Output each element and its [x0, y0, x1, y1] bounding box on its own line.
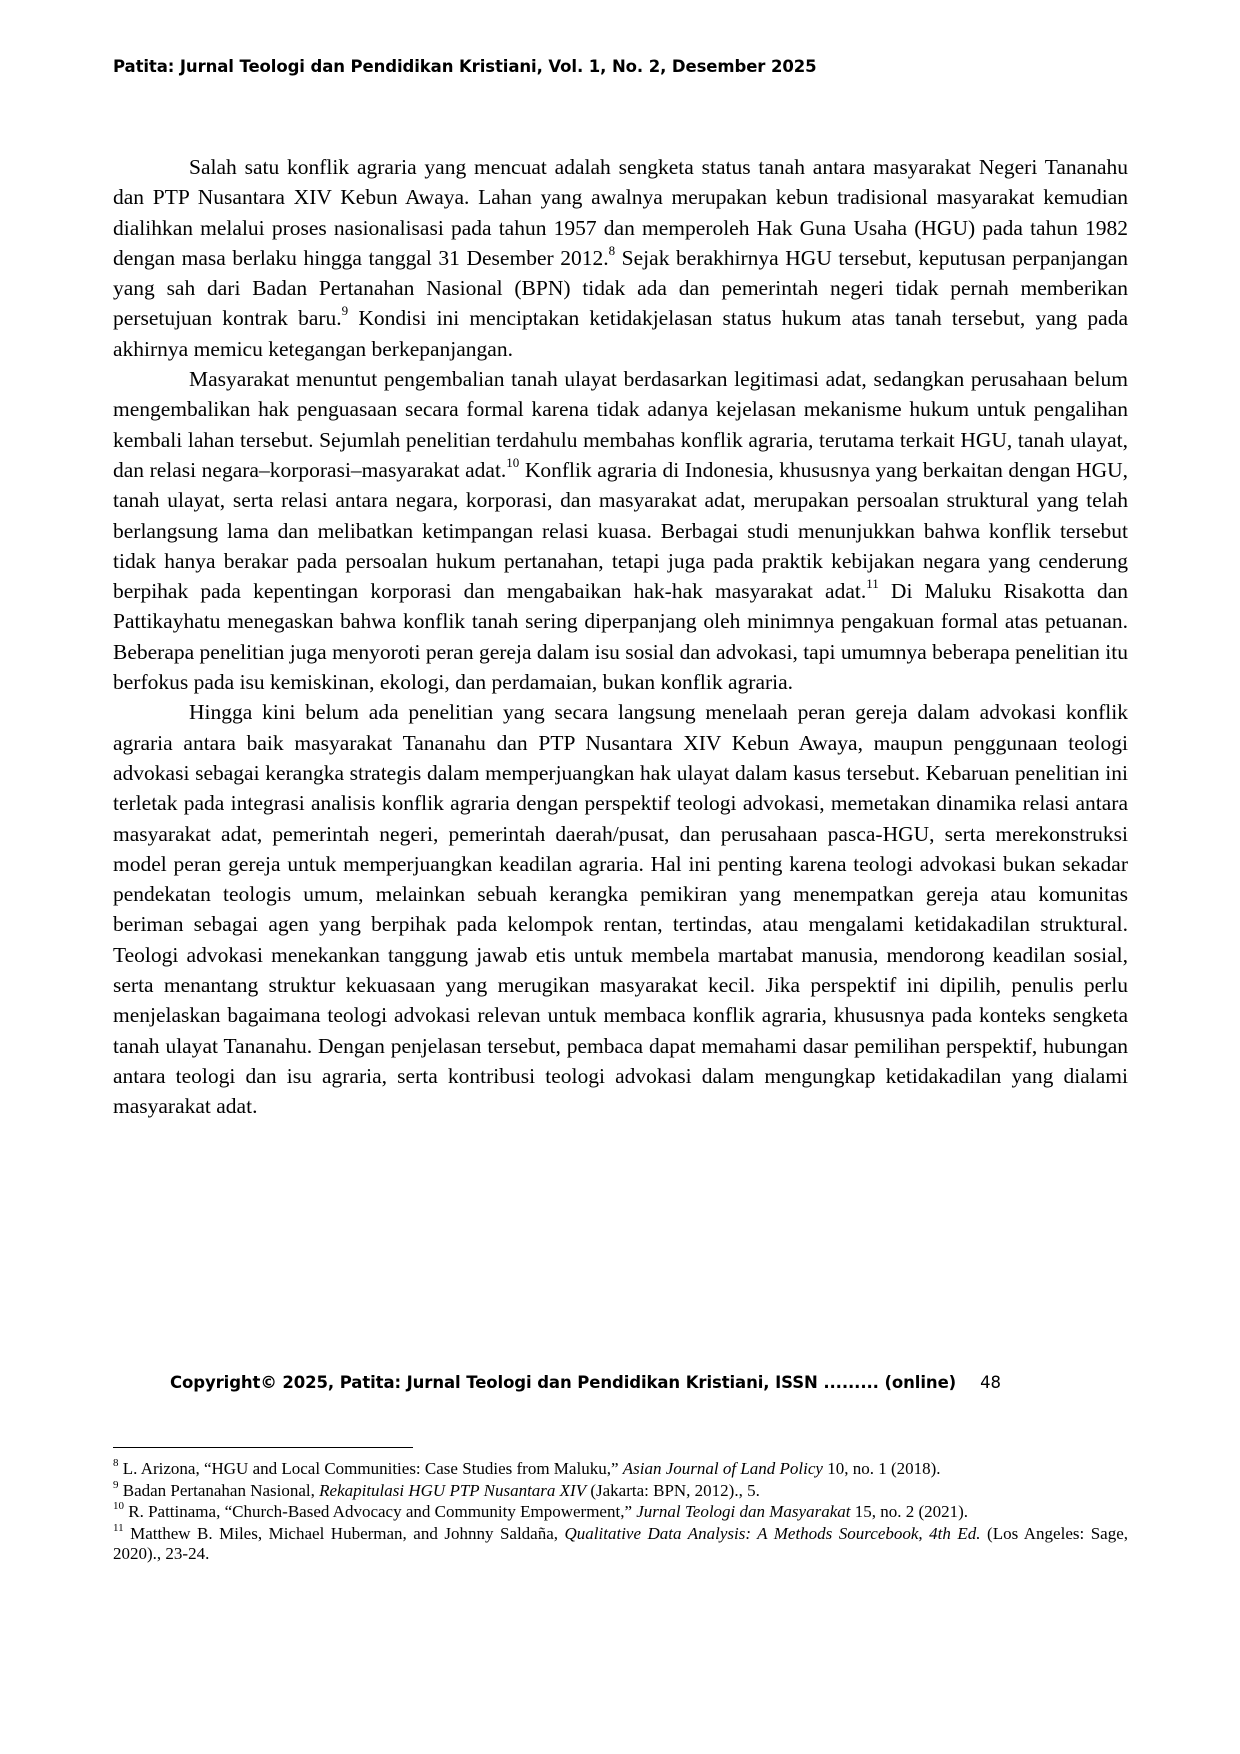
footnote-source-title: Jurnal Teologi dan Masyarakat — [636, 1502, 851, 1521]
paragraph-2 — [113, 364, 1128, 697]
footnote-text: L. Arizona, “HGU and Local Communities: Case Studies from Maluku,” — [118, 1459, 623, 1478]
paragraph-3: Hingga kini belum ada penelitian yang secara langsung menelaah peran gereja dalam advokasi konflik agraria antara baik masyarakat Tananahu dan PTP Nusantara XIV Kebun Awaya, maupun penggunaan teologi advokasi sebagai kerangka strategis dalam memperjuangkan hak ulayat dalam kasus tersebut. Kebaruan penelitian ini terletak pada integrasi analisis konflik agraria dengan perspektif teologi advokasi, memetakan dinamika relasi antara masyarakat adat, pemerintah negeri, pemerintah daerah/pusat, dan perusahaan pasca-HGU, serta merekonstruksi model peran gereja untuk memperjuangkan keadilan agraria. Hal ini penting karena teologi advokasi bukan sekadar pendekatan teologis umum, melainkan sebuah kerangka pemikiran yang menempatkan gereja atau komunitas beriman sebagai agen yang berpihak pada kelompok rentan, tertindas, atau mengalami ketidakadilan struktural. Teologi advokasi menekankan tanggung jawab etis untuk membela martabat manusia, mendorong keadilan sosial, serta menantang struktur kekuasaan yang merugikan masyarakat kecil. Jika perspektif ini dipilih, penulis perlu menjelaskan bagaimana teologi advokasi relevan untuk membaca konflik agraria, khususnya pada konteks sengketa tanah ulayat Tananahu. Dengan penjelasan tersebut, pembaca dapat memahami dasar pemilihan perspektif, hubungan antara teologi dan isu agraria, serta kontribusi teologi advokasi dalam mengungkap ketidakadilan yang dialami masyarakat adat. — [113, 700, 1128, 1119]
footnote-source-title: Qualitative Data Analysis: A Methods Sourcebook, 4th Ed. — [564, 1523, 981, 1543]
footnote-ref[interactable]: 11 — [866, 576, 879, 591]
body-text — [113, 152, 1128, 1122]
footnote-source-title: Asian Journal of Land Policy — [622, 1459, 823, 1478]
footnote-ref[interactable]: 8 — [608, 242, 616, 258]
footnote-text: (Jakarta: BPN, 2012)., 5. — [586, 1480, 760, 1500]
footnote-text: (Los Angeles: Sage, 2020)., 23-24. — [113, 1523, 1129, 1563]
footnote-8 — [113, 1459, 1128, 1480]
text-run: Masyarakat menuntut pengembalian tanah ulayat berdasarkan legitimasi adat, sedangkan perusahaan belum mengembalikan hak penguasaan secara formal karena tidak adanya kejelasan mekanisme hukum untuk pengalihan kembali lahan tersebut. Sejumlah penelitian terdahulu membahas konflik agraria, terutama terkait HGU, tanah ulayat, dan relasi negara–korporasi–masyarakat adat. — [113, 367, 1128, 482]
footnote-number: 8 — [113, 1457, 119, 1470]
footnotes — [113, 1459, 1128, 1566]
footnote-number: 9 — [113, 1478, 119, 1491]
text-run: Di Maluku Risakotta dan Pattikayhatu menegaskan bahwa konflik tanah sering diperpanjang oleh minimnya pengakuan formal atas petuanan. Beberapa penelitian juga menyoroti peran gereja dalam isu sosial dan advokasi, tapi umumnya beberapa penelitian itu berfokus pada isu kemiskinan, ekologi, dan perdamaian, bukan konflik agraria. — [113, 579, 1128, 695]
footnote-10 — [113, 1502, 1128, 1523]
footnote-text: 10, no. 1 (2018). — [822, 1459, 941, 1478]
text-run: Sejak berakhirnya HGU tersebut, keputusan perpanjangan yang sah dari Badan Pertanahan Nasional (BPN) tidak ada dan pemerintah negeri tidak pernah memberikan persetujuan kontrak baru. — [113, 245, 1129, 331]
footnote-separator — [113, 1447, 413, 1448]
text-run: Kondisi ini menciptakan ketidakjelasan status hukum atas tanah tersebut, yang pada akhirnya memicu ketegangan berkepanjangan. — [113, 306, 1128, 361]
footnote-ref[interactable]: 10 — [506, 454, 520, 470]
text-run: Konflik agraria di Indonesia, khususnya yang berkaitan dengan HGU, tanah ulayat, serta relasi antara negara, korporasi, dan masyarakat adat, merupakan persoalan struktural yang telah berlangsung lama dan melibatkan ketimpangan relasi kuasa. Berbagai studi menunjukkan bahwa konflik tersebut tidak hanya berakar pada persoalan hukum pertanahan, tetapi juga pada praktik kebijakan negara yang cenderung berpihak pada kepentingan korporasi dan mengabaikan hak-hak masyarakat adat. — [113, 457, 1128, 604]
footnote-source-title: Rekapitulasi HGU PTP Nusantara XIV — [319, 1480, 587, 1500]
page-footer — [170, 1373, 1001, 1392]
footnote-text: R. Pattinama, “Church-Based Advocacy and Community Empowerment,” — [124, 1502, 637, 1521]
text-run: Salah satu konflik agraria yang mencuat adalah sengketa status tanah antara masyarakat Negeri Tananahu dan PTP Nusantara XIV Kebun Awaya. Lahan yang awalnya merupakan kebun tradisional masyarakat kemudian dialihkan melalui proses nasionalisasi pada tahun 1957 dan memperoleh Hak Guna Usaha (HGU) pada tahun 1982 dengan masa berlaku hingga tanggal 31 Desember 2012. — [113, 155, 1128, 270]
footnote-number: 11 — [113, 1521, 124, 1534]
footnote-text: Matthew B. Miles, Michael Huberman, and Johnny Saldaña, — [123, 1523, 565, 1543]
footnote-11 — [113, 1521, 1129, 1565]
copyright-notice: Copyright© 2025, Patita: Jurnal Teologi dan Pendidikan Kristiani, ISSN ......... (online) — [170, 1373, 957, 1392]
running-header: Patita: Jurnal Teologi dan Pendidikan Kristiani, Vol. 1, No. 2, Desember 2025 — [113, 57, 817, 76]
footnote-text: Badan Pertanahan Nasional, — [118, 1480, 320, 1500]
footnote-ref[interactable]: 9 — [341, 303, 349, 319]
footnote-9 — [113, 1478, 1128, 1502]
footnote-text: 15, no. 2 (2021). — [850, 1502, 969, 1521]
page-number: 48 — [980, 1373, 1001, 1392]
footnote-number: 10 — [113, 1500, 124, 1513]
paragraph-1 — [113, 152, 1128, 364]
